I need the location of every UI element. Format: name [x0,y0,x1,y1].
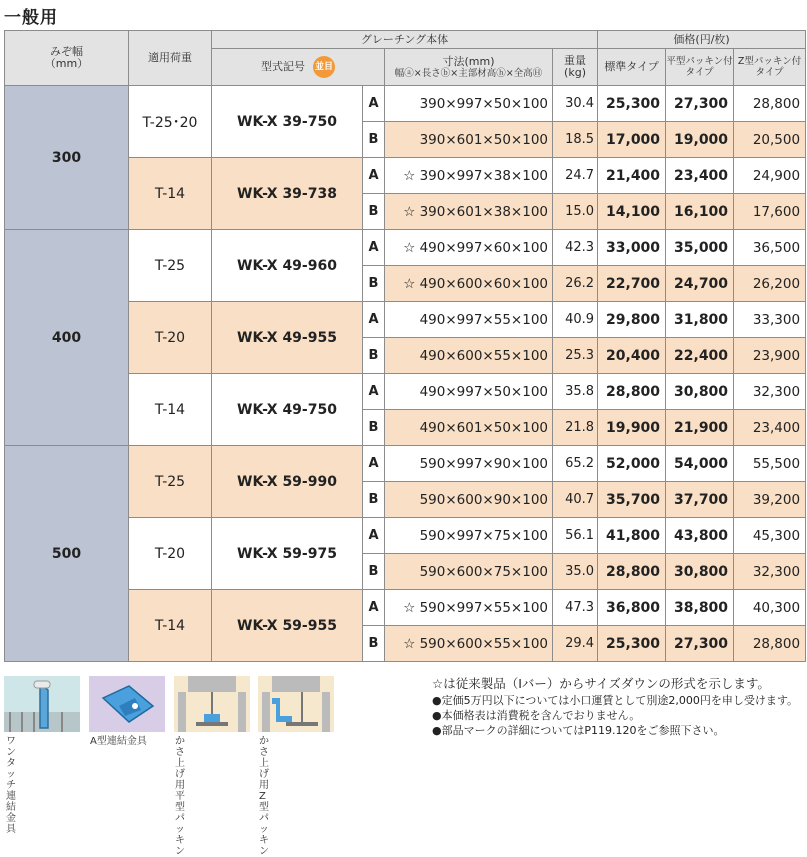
header-dimension-label: 寸法(mm) [442,54,495,68]
ab-cell: B [363,626,385,662]
ab-cell: A [363,230,385,266]
load-cell: T-25 [129,446,212,518]
load-cell: T-14 [129,590,212,662]
flat-packing-price-cell: 37,700 [666,482,734,518]
header-dimension-sub: 幅ⓐ×長さⓑ×主部材高ⓗ×全高Ⓗ [394,67,543,79]
standard-price-cell: 28,800 [598,374,666,410]
header-grating-body: グレーチング本体 [212,31,598,49]
dimension-cell: ☆ 490×600×60×100 [385,266,553,302]
dimension-cell: ☆ 390×601×38×100 [385,194,553,230]
note-item: ●本価格表は消費税を含んでおりません。 [432,709,641,722]
dimension-cell: 590×997×90×100 [385,446,553,482]
groove-width-cell: 400 [5,230,129,446]
standard-price-cell: 17,000 [598,122,666,158]
flat-packing-image [174,676,250,732]
ab-cell: B [363,122,385,158]
table-row [5,230,806,266]
weight-cell: 18.5 [553,122,598,158]
flat-packing-price-cell: 43,800 [666,518,734,554]
mesh-badge: 並目 [313,56,335,78]
flat-packing-price-cell: 24,700 [666,266,734,302]
ab-cell: A [363,590,385,626]
notes [432,676,798,738]
price-table [4,30,806,662]
header-weight: 重量 (kg) [553,49,598,86]
dimension-cell: ☆ 490×997×60×100 [385,230,553,266]
z-packing-price-cell: 24,900 [734,158,806,194]
flat-packing-price-cell: 23,400 [666,158,734,194]
ab-cell: B [363,338,385,374]
model-cell: WK-X 39-738 [212,158,363,230]
dimension-cell: 590×600×75×100 [385,554,553,590]
dimension-cell: 590×997×75×100 [385,518,553,554]
z-packing-price-cell: 28,800 [734,86,806,122]
price-table-wrapper [4,30,805,668]
ab-cell: A [363,446,385,482]
weight-cell: 25.3 [553,338,598,374]
z-packing-price-cell: 36,500 [734,230,806,266]
model-cell: WK-X 59-990 [212,446,363,518]
z-packing-price-cell: 33,300 [734,302,806,338]
ab-cell: B [363,194,385,230]
weight-cell: 30.4 [553,86,598,122]
dimension-cell: ☆ 590×997×55×100 [385,590,553,626]
dimension-cell: 490×600×55×100 [385,338,553,374]
standard-price-cell: 20,400 [598,338,666,374]
header-model-label: 型式記号 [261,60,305,73]
header-z-packing: Z型パッキン付 タイプ [734,49,806,86]
z-packing-price-cell: 40,300 [734,590,806,626]
flat-packing-price-cell: 27,300 [666,626,734,662]
load-cell: T-14 [129,158,212,230]
model-cell: WK-X 59-975 [212,518,363,590]
weight-cell: 42.3 [553,230,598,266]
model-cell: WK-X 49-960 [212,230,363,302]
part-caption-2: A型連結金具 [90,736,147,747]
page-title: 一般用 [4,8,58,28]
weight-cell: 40.9 [553,302,598,338]
flat-packing-price-cell: 16,100 [666,194,734,230]
standard-price-cell: 35,700 [598,482,666,518]
flat-packing-price-cell: 19,000 [666,122,734,158]
groove-width-cell: 500 [5,446,129,662]
z-packing-price-cell: 32,300 [734,554,806,590]
weight-cell: 35.0 [553,554,598,590]
z-packing-price-cell: 26,200 [734,266,806,302]
dimension-cell: ☆ 590×600×55×100 [385,626,553,662]
one-touch-connector-image [4,676,80,732]
star-note: ☆は従来製品（Iバー）からサイズダウンの形式を示します。 [432,676,770,691]
note-item: ●部品マークの詳細についてはP119.120をご参照下さい。 [432,724,725,737]
flat-packing-price-cell: 30,800 [666,374,734,410]
load-cell: T-14 [129,374,212,446]
model-cell: WK-X 59-955 [212,590,363,662]
load-cell: T-25･20 [129,86,212,158]
table-row [5,446,806,482]
z-packing-price-cell: 28,800 [734,626,806,662]
z-packing-price-cell: 23,900 [734,338,806,374]
model-cell: WK-X 49-750 [212,374,363,446]
z-packing-price-cell: 32,300 [734,374,806,410]
part-caption-1: ワンタッチ 連結金具 [6,736,16,835]
part-caption-3: かさ上げ用 平型パッキン [175,736,185,857]
weight-cell: 65.2 [553,446,598,482]
standard-price-cell: 41,800 [598,518,666,554]
model-cell: WK-X 39-750 [212,86,363,158]
note-item: ●定価5万円以下については小口運賃として別途2,000円を申し受けます。 [432,694,798,707]
dimension-cell: 490×601×50×100 [385,410,553,446]
dimension-cell: 490×997×50×100 [385,374,553,410]
table-body [5,86,806,662]
weight-cell: 21.8 [553,410,598,446]
load-cell: T-20 [129,302,212,374]
weight-cell: 24.7 [553,158,598,194]
a-type-connector-image [89,676,165,732]
flat-packing-price-cell: 54,000 [666,446,734,482]
flat-packing-price-cell: 38,800 [666,590,734,626]
z-packing-price-cell: 55,500 [734,446,806,482]
standard-price-cell: 19,900 [598,410,666,446]
standard-price-cell: 33,000 [598,230,666,266]
part-caption-4: かさ上げ用 Z型パッキン [259,736,269,857]
flat-packing-price-cell: 31,800 [666,302,734,338]
ab-cell: B [363,266,385,302]
ab-cell: A [363,86,385,122]
ab-cell: B [363,410,385,446]
header-standard: 標準タイプ [598,49,666,86]
dimension-cell: 490×997×55×100 [385,302,553,338]
dimension-cell: ☆ 390×997×38×100 [385,158,553,194]
ab-cell: B [363,554,385,590]
flat-packing-price-cell: 30,800 [666,554,734,590]
load-cell: T-20 [129,518,212,590]
groove-width-cell: 300 [5,86,129,230]
z-packing-price-cell: 23,400 [734,410,806,446]
weight-cell: 35.8 [553,374,598,410]
flat-packing-price-cell: 35,000 [666,230,734,266]
model-cell: WK-X 49-955 [212,302,363,374]
ab-cell: A [363,518,385,554]
dimension-cell: 390×997×50×100 [385,86,553,122]
dimension-cell: 390×601×50×100 [385,122,553,158]
ab-cell: B [363,482,385,518]
ab-cell: A [363,158,385,194]
load-cell: T-25 [129,230,212,302]
standard-price-cell: 22,700 [598,266,666,302]
standard-price-cell: 14,100 [598,194,666,230]
table-row [5,86,806,122]
flat-packing-price-cell: 27,300 [666,86,734,122]
ab-cell: A [363,374,385,410]
standard-price-cell: 25,300 [598,86,666,122]
z-packing-price-cell: 20,500 [734,122,806,158]
standard-price-cell: 25,300 [598,626,666,662]
header-load: 適用荷重 [129,31,212,86]
weight-cell: 15.0 [553,194,598,230]
weight-cell: 40.7 [553,482,598,518]
header-flat-packing: 平型パッキン付 タイプ [666,49,734,86]
flat-packing-price-cell: 22,400 [666,338,734,374]
weight-cell: 56.1 [553,518,598,554]
standard-price-cell: 21,400 [598,158,666,194]
header-groove-width: みぞ幅 （mm） [5,31,129,86]
standard-price-cell: 29,800 [598,302,666,338]
z-packing-price-cell: 17,600 [734,194,806,230]
weight-cell: 29.4 [553,626,598,662]
dimension-cell: 590×600×90×100 [385,482,553,518]
standard-price-cell: 52,000 [598,446,666,482]
standard-price-cell: 36,800 [598,590,666,626]
z-packing-price-cell: 45,300 [734,518,806,554]
header-dimension [385,49,553,86]
flat-packing-price-cell: 21,900 [666,410,734,446]
weight-cell: 47.3 [553,590,598,626]
weight-cell: 26.2 [553,266,598,302]
standard-price-cell: 28,800 [598,554,666,590]
z-packing-price-cell: 39,200 [734,482,806,518]
header-price: 価格(円/枚) [598,31,806,49]
z-packing-image [258,676,334,732]
ab-cell: A [363,302,385,338]
header-model [212,49,385,86]
